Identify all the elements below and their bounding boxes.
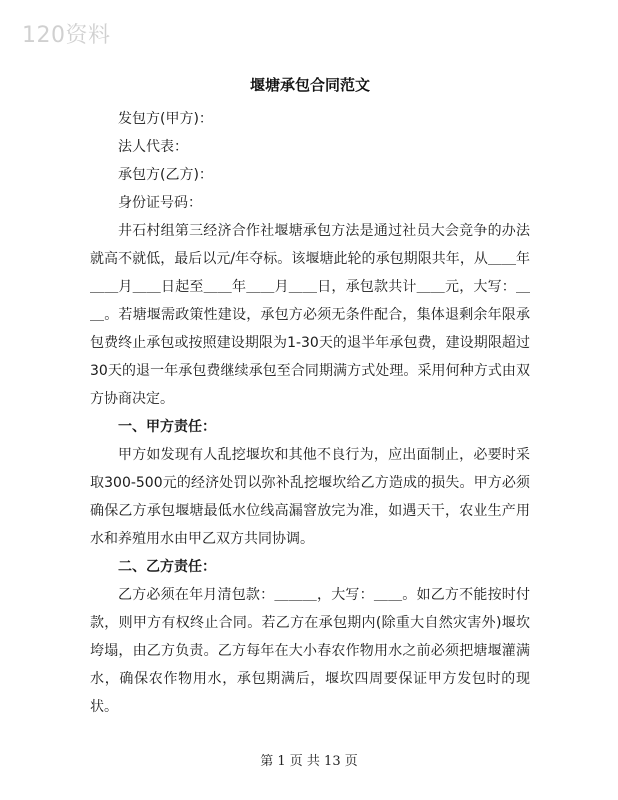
section-b-body: 乙方必须在年月清包款：＿＿＿，大写：＿＿。如乙方不能按时付款，则甲方有权终止合同。若乙方在承包期内(除重大自然灾害外)堰坎垮塌，由乙方负责。乙方每年在大小春农作物用水之前必须把塘堰灌满水，确保农作物用水，承包期满后，堰坎四周要保证甲方发包时的现状。 bbox=[90, 587, 530, 715]
document-title: 堰塘承包合同范文 bbox=[249, 76, 370, 94]
intro-paragraph: 井石村组第三经济合作社堰塘承包方法是通过社员大会竞争的办法就高不就低，最后以元/年夺标。该堰塘此轮的承包期限共年，从＿＿年＿＿月＿＿日起至＿＿年＿＿月＿＿日，承包款共计＿＿元，大写：＿＿。若塘堰需政策性建设，承包方必须无条件配合，集体退剩余年限承包费终止承包或按照建设期限为1-30天的退半年承包费，建设期限超过30天的退一年承包费继续承包至合同期满方式处理。采用何种方式由双方协商决定。 bbox=[90, 223, 530, 407]
page-footer: 第 1 页 共 13 页 bbox=[260, 754, 358, 769]
id-number-field: 身份证号码： bbox=[118, 195, 202, 211]
party-a-field: 发包方(甲方)： bbox=[118, 111, 213, 127]
section-a-body: 甲方如发现有人乱挖堰坎和其他不良行为，应出面制止，必要时采取300-500元的经济处罚以弥补乱挖堰坎给乙方造成的损失。甲方必须确保乙方承包堰塘最低水位线高漏窨放完为准，如遇天干，农业生产用水和养殖用水由甲乙双方共同协调。 bbox=[90, 447, 530, 547]
party-b-field: 承包方(乙方)： bbox=[118, 167, 213, 183]
document-page bbox=[90, 62, 530, 721]
section-b-heading: 二、乙方责任： bbox=[118, 559, 216, 575]
section-a-heading: 一、甲方责任： bbox=[118, 419, 216, 435]
watermark-logo: 120资料 bbox=[22, 23, 111, 48]
legal-rep-field: 法人代表： bbox=[118, 139, 188, 155]
